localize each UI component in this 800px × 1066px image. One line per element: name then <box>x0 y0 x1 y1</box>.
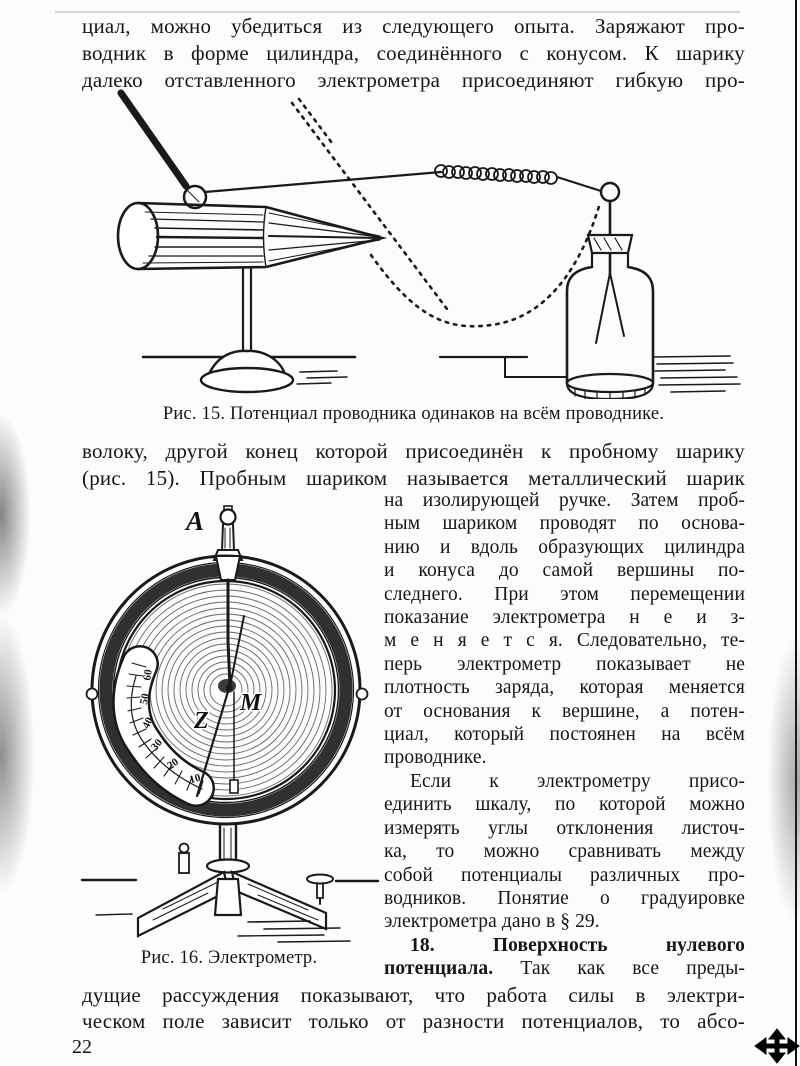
scale-number: 20 <box>165 755 181 773</box>
insulating-handle <box>121 93 206 208</box>
scan-shadow-left-2 <box>0 610 36 900</box>
text-line: дущие рассуждения показывают, что работа силы в электри- <box>82 983 745 1007</box>
text-line: и конуса до самой вершины по- <box>384 560 745 582</box>
scale-number: 50 <box>137 692 153 706</box>
coil-spring <box>435 165 557 184</box>
text-line: м е н я е т с я. Следовательно, те- <box>384 630 745 652</box>
text-line: далеко отставленного электрометра присоединяют гибкую про- <box>82 68 745 92</box>
text-line: собой потенциалы различных про- <box>384 864 745 886</box>
text-line: ным шариком проводят по основа- <box>384 513 745 535</box>
text-line: измерять углы отклонения листоч- <box>384 817 745 839</box>
text-line: перь электрометр показывает не <box>384 653 745 675</box>
figure-15-caption: Рис. 15. Потенциал проводника одинаков на всём проводнике. <box>162 404 665 424</box>
page-number: 22 <box>72 1036 92 1058</box>
text-line: ка, то можно сравнивать между <box>384 841 745 863</box>
text-run: Так как все преды- <box>493 958 745 980</box>
text-line: на изолирующей ручке. Затем проб- <box>384 490 745 511</box>
move-icon <box>754 1027 800 1066</box>
dotted-wire-path <box>292 99 600 326</box>
top-paragraph <box>82 13 745 94</box>
text-line: от основания к вершине, а потен- <box>384 700 745 722</box>
label-z: Z <box>194 708 209 734</box>
scale-number: 30 <box>148 736 166 754</box>
right-text-column <box>384 489 745 981</box>
figure-16-caption: Рис. 16. Электрометр. <box>140 948 318 968</box>
text-line: циал, который постоянен на всём <box>384 724 745 746</box>
text-line: водников. Понятие о градуировке <box>384 887 745 909</box>
text-line: (рис. 15). Пробным шариком называется металлический шарик <box>82 466 745 490</box>
scale-number: 60 <box>141 668 155 682</box>
text-line: показание электрометра н е и з- <box>384 607 745 629</box>
text-line: циал, можно убедиться из следующего опыта. Заряжают про- <box>82 14 745 38</box>
terminal-knob <box>214 506 242 560</box>
text-line: следнего. При этом перемещении <box>384 583 745 605</box>
text-line: нию и вдоль образующих цилиндра <box>384 536 745 558</box>
middle-paragraph <box>82 438 745 492</box>
figure-16-illustration <box>78 494 380 944</box>
section-heading-continuation <box>384 957 745 980</box>
text-line: плотность заряда, которая меняется <box>384 677 745 699</box>
charged-conductor <box>118 203 382 269</box>
tripod-stand <box>82 824 378 942</box>
bottom-paragraph <box>82 982 745 1034</box>
scale-number: 40 <box>140 715 156 731</box>
text-line: электрометра дано в § 29. <box>384 911 600 933</box>
text-line: волоку, другой конец которой присоединён к пробному шарику <box>82 439 745 463</box>
bottle-electrometer <box>440 183 653 399</box>
label-m: M <box>240 690 262 716</box>
text-line: проводнике. <box>384 747 487 769</box>
section-heading-line: 18. Поверхность нулевого <box>410 934 745 956</box>
label-a: A <box>186 506 205 536</box>
conductor-stand <box>143 269 355 392</box>
section-heading-bold: потенциала. <box>384 958 494 980</box>
text-line: ческом поле зависит только от разности потенциалов, то абсо- <box>82 1009 745 1033</box>
text-line: единить шкалу, по которой можно <box>384 794 745 816</box>
scan-shadow-left-1 <box>0 410 32 620</box>
text-line: Если к электрометру присо- <box>410 770 745 792</box>
scan-edge-line-right <box>795 0 798 1066</box>
ground-hatching <box>653 356 740 392</box>
text-line: водник в форме цилиндра, соединённого с конусом. К шарику <box>82 41 745 65</box>
scale-number: 10 <box>188 771 202 787</box>
figure-15-illustration <box>85 85 745 399</box>
